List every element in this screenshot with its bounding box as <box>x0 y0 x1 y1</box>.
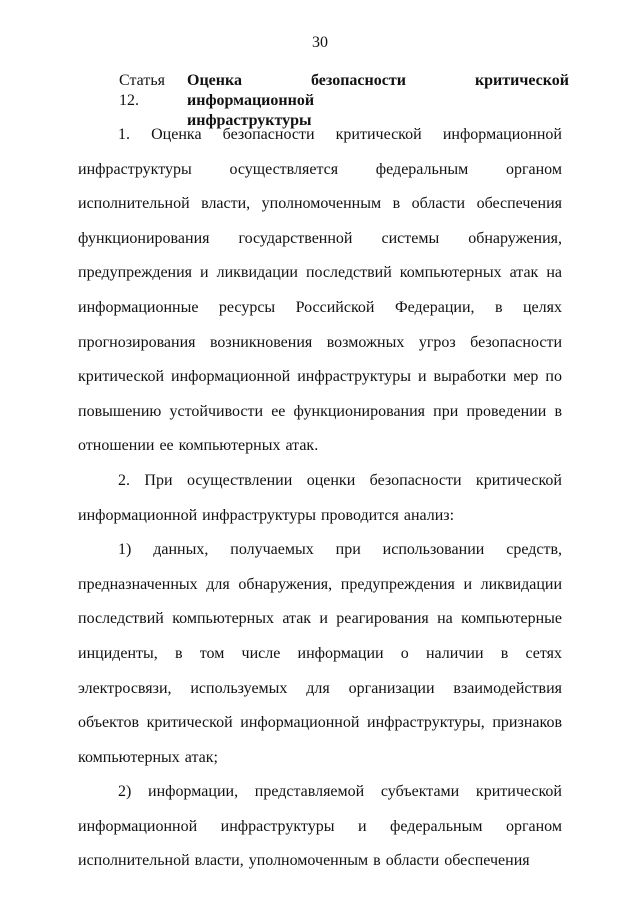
paragraph-2-item-2: 2) информации, представляемой субъектами критической информационной инфраструктуры и федеральным органом исполнительной власти, уполномоченным в области обеспечения <box>78 783 562 870</box>
paragraph-2: 2. При осуществлении оценки безопасности критической информационной инфраструктуры проводится анализ: <box>78 471 562 524</box>
page-number: 30 <box>312 34 328 51</box>
article-title-line-2: инфраструктуры <box>187 112 312 129</box>
paragraph-1: 1. Оценка безопасности критической информационной инфраструктуры осуществляется федеральным органом исполнительной власти, уполномоченным в области обеспечения функционирования государственной системы обнаружения, предупреждения и ликвидации последствий компьютерных атак на информационные ресурсы Российской Федерации, в целях прогнозирования возникновения возможных угроз безопасности критической информационной инфраструктуры и выработки мер по повышению устойчивости ее функционирования при проведении в отношении ее компьютерных атак. <box>78 126 562 455</box>
paragraph-2-item-1: 1) данных, получаемых при использовании средств, предназначенных для обнаружения, предупреждения и ликвидации последствий компьютерных атак и реагирования на компьютерные инциденты, в том числе информации о наличии в сетях электросвязи, используемых для организации взаимодействия объектов критической информационной инфраструктуры, признаков компьютерных атак; <box>78 541 562 766</box>
article-title-line-1: Оценка безопасности критической информационной <box>187 72 569 109</box>
document-body <box>78 118 562 879</box>
article-label: Статья 12. <box>119 72 165 109</box>
